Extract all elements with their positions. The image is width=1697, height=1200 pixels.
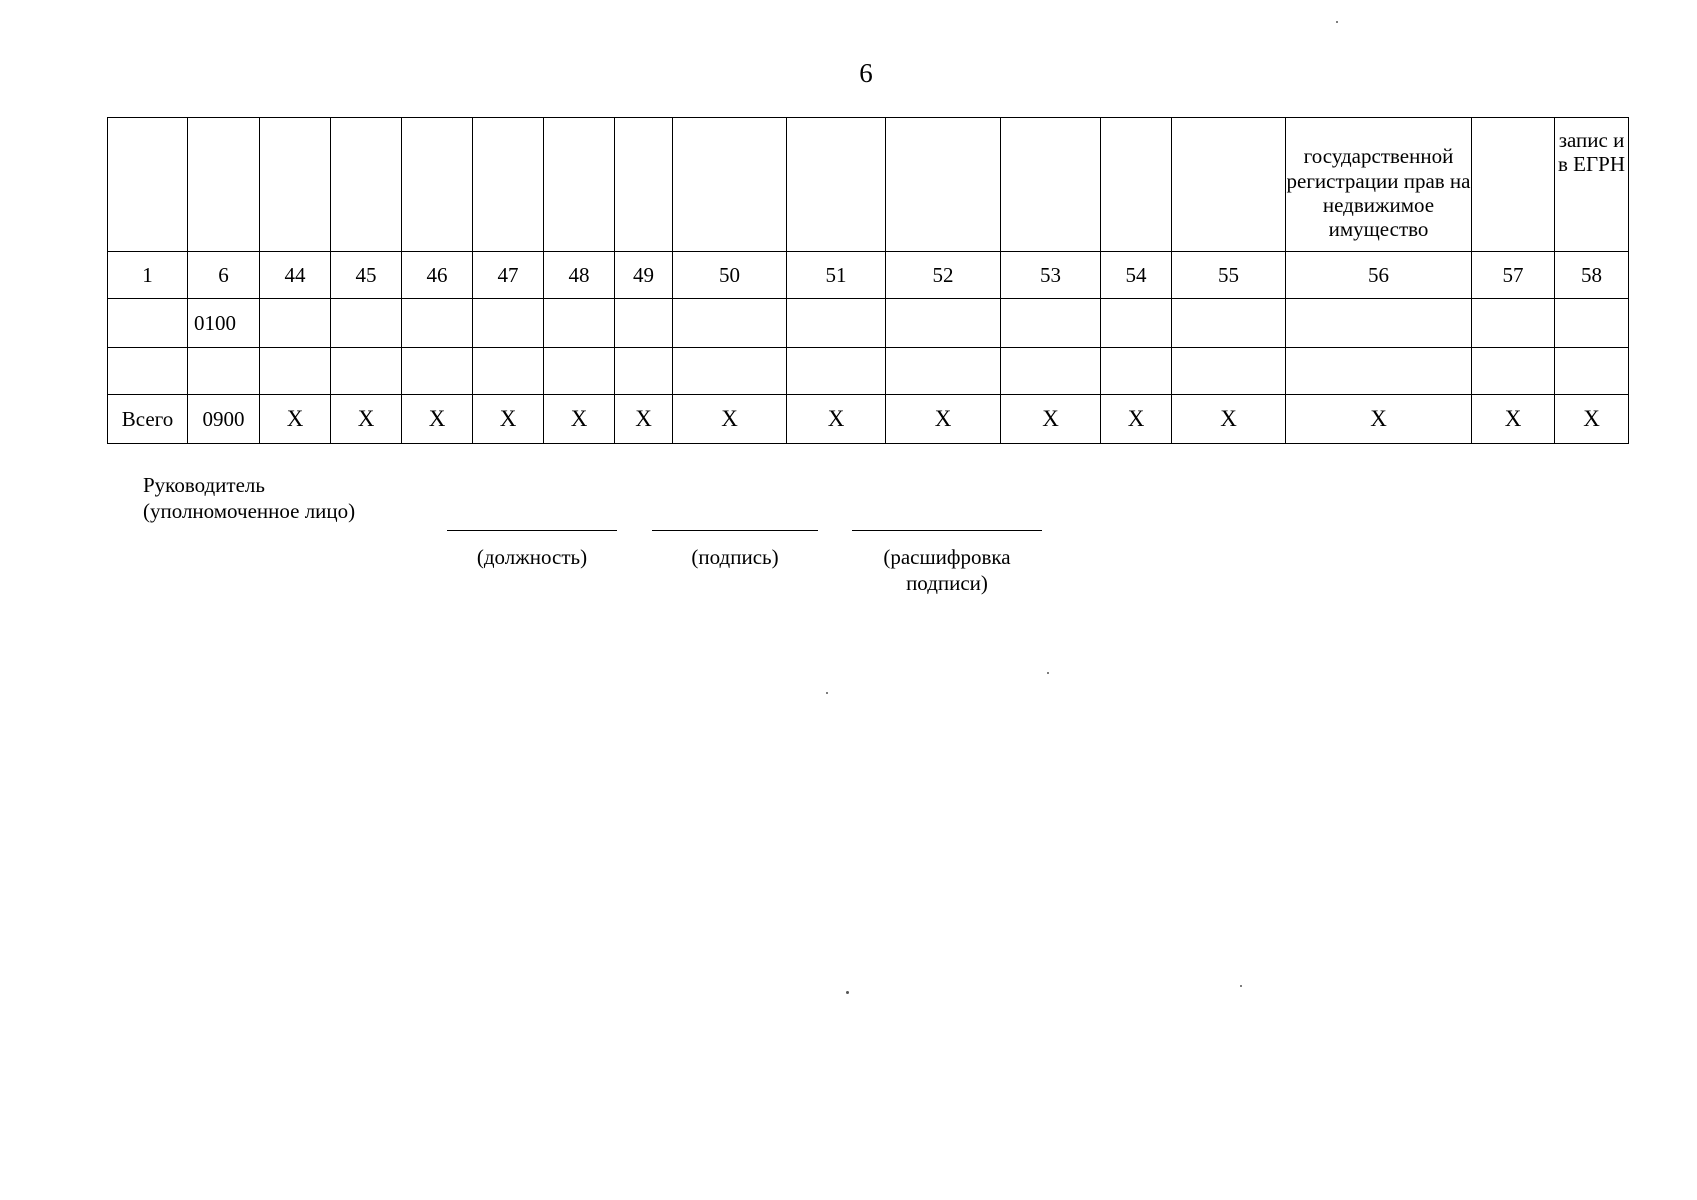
total-mark-cell: X <box>1172 395 1286 444</box>
decoding-caption <box>852 544 1042 596</box>
row-code-cell: 0100 <box>188 299 260 348</box>
total-label-cell: Всего <box>108 395 188 444</box>
header-cell <box>1172 118 1286 252</box>
header-cell <box>787 118 886 252</box>
total-mark-cell: X <box>1472 395 1555 444</box>
table-cell <box>260 299 331 348</box>
signature-caption: (подпись) <box>691 545 779 569</box>
page-number: 6 <box>859 58 873 88</box>
table-cell <box>1555 348 1629 395</box>
table-cell <box>673 299 787 348</box>
column-number-cell: 50 <box>673 252 787 299</box>
table-cell <box>473 348 544 395</box>
column-number-cell: 47 <box>473 252 544 299</box>
scan-speck <box>1047 672 1049 674</box>
total-mark-cell: X <box>787 395 886 444</box>
total-mark-cell: X <box>1101 395 1172 444</box>
total-row <box>108 395 1629 444</box>
table-cell <box>886 348 1001 395</box>
column-number-cell: 44 <box>260 252 331 299</box>
header-cell <box>331 118 402 252</box>
table-cell <box>1472 299 1555 348</box>
column-number-cell: 52 <box>886 252 1001 299</box>
header-cell <box>673 118 787 252</box>
header-cell <box>108 118 188 252</box>
scan-speck <box>846 991 849 994</box>
decoding-caption-line1: (расшифровка <box>883 545 1011 569</box>
column-number-cell: 56 <box>1286 252 1472 299</box>
header-cell <box>188 118 260 252</box>
table-cell <box>1101 348 1172 395</box>
total-mark-cell: X <box>331 395 402 444</box>
scan-speck <box>1240 985 1242 987</box>
signer-title: Руководитель <box>143 473 265 497</box>
table-cell <box>402 299 473 348</box>
total-code-cell: 0900 <box>188 395 260 444</box>
total-mark-cell: X <box>402 395 473 444</box>
column-number-cell: 55 <box>1172 252 1286 299</box>
table-cell <box>615 348 673 395</box>
table-cell <box>1555 299 1629 348</box>
table-cell <box>544 299 615 348</box>
column-number-cell: 58 <box>1555 252 1629 299</box>
total-mark-cell: X <box>673 395 787 444</box>
decoding-caption-line2: подписи) <box>906 571 988 595</box>
column-number-cell: 46 <box>402 252 473 299</box>
header-cell <box>886 118 1001 252</box>
scan-speck <box>826 692 828 694</box>
table-cell <box>1101 299 1172 348</box>
header-cell <box>544 118 615 252</box>
position-line <box>447 530 617 531</box>
header-cell <box>1001 118 1101 252</box>
column-number-cell: 54 <box>1101 252 1172 299</box>
table-cell <box>615 299 673 348</box>
table-cell <box>1286 299 1472 348</box>
column-number-cell: 48 <box>544 252 615 299</box>
report-table <box>107 117 1629 444</box>
header-cell: государственной регистрации прав на недвижимое имущество <box>1286 118 1472 252</box>
header-cell: запис и в ЕГРН <box>1555 118 1629 252</box>
table-cell <box>787 299 886 348</box>
table-cell <box>260 348 331 395</box>
decoding-line <box>852 530 1042 531</box>
column-number-cell: 53 <box>1001 252 1101 299</box>
table-cell <box>1001 348 1101 395</box>
column-number-row <box>108 252 1629 299</box>
total-mark-cell: X <box>1555 395 1629 444</box>
table-cell <box>544 348 615 395</box>
table-cell <box>1286 348 1472 395</box>
position-caption: (должность) <box>476 545 588 569</box>
column-number-cell: 1 <box>108 252 188 299</box>
header-cell <box>1472 118 1555 252</box>
signer-subtitle: (уполномоченное лицо) <box>143 499 356 523</box>
table-header-row <box>108 118 1629 252</box>
total-mark-cell: X <box>1286 395 1472 444</box>
header-cell <box>260 118 331 252</box>
table-row-empty <box>108 348 1629 395</box>
table-row <box>108 299 1629 348</box>
table-cell <box>402 348 473 395</box>
scan-speck <box>1336 21 1338 23</box>
table-cell <box>1172 299 1286 348</box>
table-cell <box>787 348 886 395</box>
header-cell <box>615 118 673 252</box>
table-cell <box>1001 299 1101 348</box>
column-number-cell: 45 <box>331 252 402 299</box>
table-cell <box>331 348 402 395</box>
total-mark-cell: X <box>544 395 615 444</box>
signature-line <box>652 530 818 531</box>
header-cell <box>473 118 544 252</box>
table-cell <box>108 348 188 395</box>
total-mark-cell: X <box>615 395 673 444</box>
total-mark-cell: X <box>473 395 544 444</box>
table-cell <box>331 299 402 348</box>
column-number-cell: 49 <box>615 252 673 299</box>
column-number-cell: 6 <box>188 252 260 299</box>
total-mark-cell: X <box>260 395 331 444</box>
table-cell <box>1172 348 1286 395</box>
table-cell <box>886 299 1001 348</box>
table-cell <box>188 348 260 395</box>
header-cell <box>1101 118 1172 252</box>
column-number-cell: 51 <box>787 252 886 299</box>
column-number-cell: 57 <box>1472 252 1555 299</box>
row-label-cell <box>108 299 188 348</box>
total-mark-cell: X <box>886 395 1001 444</box>
header-cell <box>402 118 473 252</box>
table-cell <box>673 348 787 395</box>
table-cell <box>473 299 544 348</box>
total-mark-cell: X <box>1001 395 1101 444</box>
table-cell <box>1472 348 1555 395</box>
